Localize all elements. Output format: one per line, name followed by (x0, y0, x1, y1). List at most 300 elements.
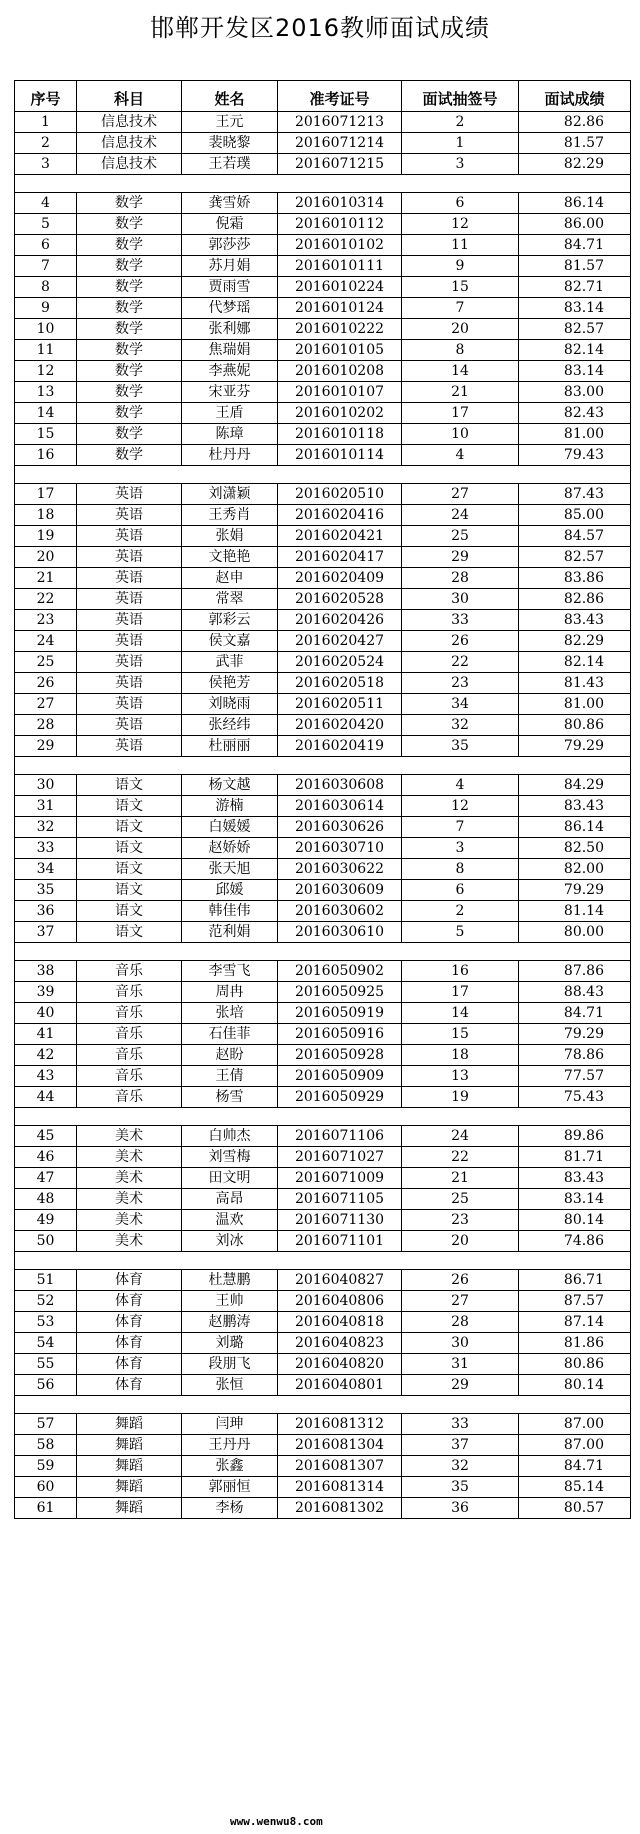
cell-draw-number: 22 (402, 1147, 519, 1168)
cell-serial: 34 (15, 859, 77, 880)
table-row (15, 403, 631, 424)
cell-serial: 9 (15, 298, 77, 319)
cell-name: 段朋飞 (182, 1354, 278, 1375)
cell-subject: 英语 (77, 715, 182, 736)
cell-serial: 60 (15, 1477, 77, 1498)
cell-subject: 英语 (77, 484, 182, 505)
cell-draw-number: 25 (402, 526, 519, 547)
cell-exam-id: 2016010124 (278, 298, 402, 319)
table-row (15, 775, 631, 796)
cell-name: 裴晓黎 (182, 133, 278, 154)
cell-subject: 英语 (77, 631, 182, 652)
cell-name: 杜慧鹏 (182, 1270, 278, 1291)
cell-score: 82.86 (519, 589, 631, 610)
table-row (15, 568, 631, 589)
cell-score: 77.57 (519, 1066, 631, 1087)
cell-score: 82.00 (519, 859, 631, 880)
cell-exam-id: 2016020420 (278, 715, 402, 736)
cell-exam-id: 2016030608 (278, 775, 402, 796)
cell-exam-id: 2016020417 (278, 547, 402, 568)
cell-subject: 美术 (77, 1210, 182, 1231)
cell-exam-id: 2016010208 (278, 361, 402, 382)
cell-name: 张经纬 (182, 715, 278, 736)
cell-subject: 音乐 (77, 1024, 182, 1045)
cell-score: 80.86 (519, 715, 631, 736)
cell-subject: 英语 (77, 547, 182, 568)
cell-exam-id: 2016040806 (278, 1291, 402, 1312)
cell-name: 王帅 (182, 1291, 278, 1312)
cell-exam-id: 2016071009 (278, 1168, 402, 1189)
cell-subject: 英语 (77, 505, 182, 526)
cell-name: 赵盼 (182, 1045, 278, 1066)
cell-name: 石佳菲 (182, 1024, 278, 1045)
cell-subject: 英语 (77, 610, 182, 631)
cell-subject: 舞蹈 (77, 1456, 182, 1477)
cell-serial: 7 (15, 256, 77, 277)
cell-exam-id: 2016050925 (278, 982, 402, 1003)
cell-name: 白媛媛 (182, 817, 278, 838)
cell-name: 常翠 (182, 589, 278, 610)
table-row (15, 715, 631, 736)
cell-serial: 36 (15, 901, 77, 922)
cell-serial: 52 (15, 1291, 77, 1312)
cell-serial: 42 (15, 1045, 77, 1066)
cell-subject: 数学 (77, 340, 182, 361)
cell-subject: 舞蹈 (77, 1435, 182, 1456)
cell-draw-number: 6 (402, 880, 519, 901)
cell-subject: 英语 (77, 652, 182, 673)
cell-score: 82.43 (519, 403, 631, 424)
group-separator-cell (15, 943, 631, 961)
cell-draw-number: 30 (402, 1333, 519, 1354)
cell-score: 82.86 (519, 112, 631, 133)
table-row (15, 589, 631, 610)
cell-serial: 11 (15, 340, 77, 361)
cell-subject: 体育 (77, 1375, 182, 1396)
cell-subject: 英语 (77, 568, 182, 589)
cell-draw-number: 14 (402, 361, 519, 382)
table-row (15, 631, 631, 652)
cell-draw-number: 35 (402, 736, 519, 757)
cell-score: 88.43 (519, 982, 631, 1003)
cell-draw-number: 4 (402, 445, 519, 466)
cell-score: 81.57 (519, 133, 631, 154)
cell-exam-id: 2016030610 (278, 922, 402, 943)
cell-serial: 31 (15, 796, 77, 817)
cell-score: 81.00 (519, 694, 631, 715)
cell-serial: 21 (15, 568, 77, 589)
cell-exam-id: 2016050909 (278, 1066, 402, 1087)
cell-subject: 体育 (77, 1354, 182, 1375)
table-row (15, 838, 631, 859)
cell-subject: 语文 (77, 775, 182, 796)
cell-serial: 16 (15, 445, 77, 466)
cell-exam-id: 2016020524 (278, 652, 402, 673)
cell-exam-id: 2016020510 (278, 484, 402, 505)
cell-score: 82.14 (519, 652, 631, 673)
cell-score: 74.86 (519, 1231, 631, 1252)
table-row (15, 526, 631, 547)
table-row (15, 610, 631, 631)
cell-exam-id: 2016010114 (278, 445, 402, 466)
cell-exam-id: 2016071027 (278, 1147, 402, 1168)
cell-name: 侯文嘉 (182, 631, 278, 652)
cell-subject: 数学 (77, 319, 182, 340)
cell-serial: 22 (15, 589, 77, 610)
cell-exam-id: 2016020409 (278, 568, 402, 589)
cell-score: 87.86 (519, 961, 631, 982)
header-name: 姓名 (182, 81, 278, 112)
cell-exam-id: 2016020511 (278, 694, 402, 715)
cell-draw-number: 24 (402, 1126, 519, 1147)
group-separator-row (15, 757, 631, 775)
cell-score: 81.86 (519, 1333, 631, 1354)
cell-exam-id: 2016050916 (278, 1024, 402, 1045)
cell-exam-id: 2016020416 (278, 505, 402, 526)
table-row (15, 880, 631, 901)
cell-draw-number: 37 (402, 1435, 519, 1456)
cell-serial: 58 (15, 1435, 77, 1456)
cell-score: 80.57 (519, 1498, 631, 1519)
table-row (15, 382, 631, 403)
cell-subject: 英语 (77, 526, 182, 547)
group-separator-row (15, 1396, 631, 1414)
table-row (15, 361, 631, 382)
cell-subject: 音乐 (77, 1045, 182, 1066)
group-separator-row (15, 466, 631, 484)
group-separator-row (15, 1108, 631, 1126)
cell-score: 80.86 (519, 1354, 631, 1375)
cell-draw-number: 26 (402, 1270, 519, 1291)
table-row (15, 796, 631, 817)
cell-draw-number: 21 (402, 382, 519, 403)
cell-serial: 13 (15, 382, 77, 403)
cell-serial: 26 (15, 673, 77, 694)
cell-serial: 30 (15, 775, 77, 796)
cell-name: 刘璐 (182, 1333, 278, 1354)
cell-exam-id: 2016081314 (278, 1477, 402, 1498)
cell-score: 81.14 (519, 901, 631, 922)
header-row (15, 81, 631, 112)
table-row (15, 133, 631, 154)
cell-subject: 数学 (77, 361, 182, 382)
cell-name: 王元 (182, 112, 278, 133)
cell-name: 王盾 (182, 403, 278, 424)
cell-name: 刘潇颖 (182, 484, 278, 505)
table-row (15, 1189, 631, 1210)
table-row (15, 1210, 631, 1231)
cell-serial: 14 (15, 403, 77, 424)
header-draw-number: 面试抽签号 (402, 81, 519, 112)
cell-serial: 10 (15, 319, 77, 340)
cell-exam-id: 2016040823 (278, 1333, 402, 1354)
cell-subject: 英语 (77, 673, 182, 694)
cell-draw-number: 28 (402, 1312, 519, 1333)
cell-exam-id: 2016030614 (278, 796, 402, 817)
cell-serial: 19 (15, 526, 77, 547)
cell-subject: 美术 (77, 1147, 182, 1168)
table-row (15, 1333, 631, 1354)
table-row (15, 505, 631, 526)
cell-serial: 46 (15, 1147, 77, 1168)
cell-exam-id: 2016030602 (278, 901, 402, 922)
cell-score: 87.57 (519, 1291, 631, 1312)
cell-score: 79.29 (519, 880, 631, 901)
cell-exam-id: 2016040827 (278, 1270, 402, 1291)
group-separator-row (15, 943, 631, 961)
cell-serial: 47 (15, 1168, 77, 1189)
cell-subject: 数学 (77, 445, 182, 466)
cell-name: 代梦瑶 (182, 298, 278, 319)
cell-draw-number: 1 (402, 133, 519, 154)
table-row (15, 1126, 631, 1147)
cell-name: 郭彩云 (182, 610, 278, 631)
cell-draw-number: 18 (402, 1045, 519, 1066)
cell-subject: 英语 (77, 736, 182, 757)
cell-draw-number: 8 (402, 859, 519, 880)
cell-subject: 语文 (77, 817, 182, 838)
cell-serial: 24 (15, 631, 77, 652)
cell-score: 84.71 (519, 235, 631, 256)
cell-score: 87.43 (519, 484, 631, 505)
cell-draw-number: 11 (402, 235, 519, 256)
cell-serial: 37 (15, 922, 77, 943)
cell-score: 82.29 (519, 154, 631, 175)
table-row (15, 298, 631, 319)
table-row (15, 484, 631, 505)
cell-score: 83.86 (519, 568, 631, 589)
cell-name: 温欢 (182, 1210, 278, 1231)
cell-name: 王若璞 (182, 154, 278, 175)
cell-subject: 数学 (77, 193, 182, 214)
cell-name: 张鑫 (182, 1456, 278, 1477)
cell-serial: 12 (15, 361, 77, 382)
cell-score: 83.00 (519, 382, 631, 403)
cell-subject: 语文 (77, 796, 182, 817)
cell-draw-number: 21 (402, 1168, 519, 1189)
table-row (15, 256, 631, 277)
table-row (15, 193, 631, 214)
cell-name: 张培 (182, 1003, 278, 1024)
cell-subject: 音乐 (77, 1003, 182, 1024)
cell-subject: 数学 (77, 424, 182, 445)
cell-score: 81.57 (519, 256, 631, 277)
cell-name: 白帅杰 (182, 1126, 278, 1147)
cell-serial: 23 (15, 610, 77, 631)
cell-serial: 15 (15, 424, 77, 445)
cell-name: 李雪飞 (182, 961, 278, 982)
cell-score: 83.14 (519, 1189, 631, 1210)
cell-name: 杨文越 (182, 775, 278, 796)
table-row (15, 424, 631, 445)
table-row (15, 673, 631, 694)
table-row (15, 736, 631, 757)
table-row (15, 961, 631, 982)
cell-subject: 体育 (77, 1333, 182, 1354)
cell-exam-id: 2016030710 (278, 838, 402, 859)
table-row (15, 982, 631, 1003)
cell-subject: 语文 (77, 880, 182, 901)
table-row (15, 1087, 631, 1108)
cell-score: 75.43 (519, 1087, 631, 1108)
cell-serial: 5 (15, 214, 77, 235)
cell-score: 82.29 (519, 631, 631, 652)
cell-draw-number: 30 (402, 589, 519, 610)
cell-score: 87.00 (519, 1435, 631, 1456)
cell-name: 宋亚芬 (182, 382, 278, 403)
table-row (15, 652, 631, 673)
cell-exam-id: 2016010314 (278, 193, 402, 214)
table-row (15, 1291, 631, 1312)
cell-exam-id: 2016050902 (278, 961, 402, 982)
cell-subject: 舞蹈 (77, 1498, 182, 1519)
cell-name: 李燕妮 (182, 361, 278, 382)
cell-exam-id: 2016071106 (278, 1126, 402, 1147)
cell-subject: 美术 (77, 1126, 182, 1147)
cell-exam-id: 2016020528 (278, 589, 402, 610)
cell-exam-id: 2016081304 (278, 1435, 402, 1456)
cell-score: 84.57 (519, 526, 631, 547)
cell-name: 龚雪娇 (182, 193, 278, 214)
cell-serial: 28 (15, 715, 77, 736)
cell-draw-number: 10 (402, 424, 519, 445)
cell-exam-id: 2016040820 (278, 1354, 402, 1375)
cell-serial: 51 (15, 1270, 77, 1291)
cell-draw-number: 16 (402, 961, 519, 982)
table-row (15, 154, 631, 175)
header-serial: 序号 (15, 81, 77, 112)
cell-subject: 语文 (77, 838, 182, 859)
watermark: www.wenwu8.com (230, 1815, 323, 1828)
cell-draw-number: 19 (402, 1087, 519, 1108)
cell-score: 82.71 (519, 277, 631, 298)
cell-score: 86.14 (519, 817, 631, 838)
cell-score: 86.71 (519, 1270, 631, 1291)
cell-subject: 数学 (77, 403, 182, 424)
table-row (15, 235, 631, 256)
cell-draw-number: 23 (402, 673, 519, 694)
cell-draw-number: 22 (402, 652, 519, 673)
cell-name: 焦瑞娟 (182, 340, 278, 361)
cell-serial: 33 (15, 838, 77, 859)
cell-score: 82.50 (519, 838, 631, 859)
cell-exam-id: 2016010202 (278, 403, 402, 424)
cell-subject: 语文 (77, 922, 182, 943)
cell-subject: 美术 (77, 1189, 182, 1210)
cell-serial: 41 (15, 1024, 77, 1045)
cell-subject: 信息技术 (77, 112, 182, 133)
cell-draw-number: 20 (402, 319, 519, 340)
cell-draw-number: 28 (402, 568, 519, 589)
cell-serial: 61 (15, 1498, 77, 1519)
cell-score: 79.29 (519, 1024, 631, 1045)
cell-serial: 3 (15, 154, 77, 175)
cell-subject: 体育 (77, 1291, 182, 1312)
cell-score: 81.71 (519, 1147, 631, 1168)
cell-exam-id: 2016050919 (278, 1003, 402, 1024)
table-row (15, 1375, 631, 1396)
cell-serial: 25 (15, 652, 77, 673)
cell-draw-number: 2 (402, 901, 519, 922)
cell-exam-id: 2016040801 (278, 1375, 402, 1396)
cell-draw-number: 17 (402, 403, 519, 424)
cell-draw-number: 31 (402, 1354, 519, 1375)
cell-subject: 音乐 (77, 961, 182, 982)
cell-serial: 2 (15, 133, 77, 154)
cell-draw-number: 27 (402, 484, 519, 505)
cell-name: 杜丹丹 (182, 445, 278, 466)
cell-score: 87.00 (519, 1414, 631, 1435)
cell-exam-id: 2016040818 (278, 1312, 402, 1333)
cell-name: 王倩 (182, 1066, 278, 1087)
cell-serial: 6 (15, 235, 77, 256)
group-separator-cell (15, 466, 631, 484)
table-row (15, 859, 631, 880)
table-row (15, 112, 631, 133)
cell-name: 郭丽恒 (182, 1477, 278, 1498)
cell-serial: 39 (15, 982, 77, 1003)
cell-score: 79.43 (519, 445, 631, 466)
cell-draw-number: 27 (402, 1291, 519, 1312)
table-row (15, 817, 631, 838)
table-row (15, 694, 631, 715)
group-separator-cell (15, 1108, 631, 1126)
header-subject: 科目 (77, 81, 182, 112)
table-row (15, 1414, 631, 1435)
cell-name: 倪霜 (182, 214, 278, 235)
cell-serial: 50 (15, 1231, 77, 1252)
group-separator-row (15, 1252, 631, 1270)
cell-subject: 信息技术 (77, 154, 182, 175)
cell-score: 85.14 (519, 1477, 631, 1498)
cell-serial: 45 (15, 1126, 77, 1147)
scores-table (14, 80, 631, 1519)
table-row (15, 1045, 631, 1066)
cell-serial: 59 (15, 1456, 77, 1477)
cell-exam-id: 2016030609 (278, 880, 402, 901)
cell-name: 王秀肖 (182, 505, 278, 526)
cell-score: 80.00 (519, 922, 631, 943)
cell-name: 张恒 (182, 1375, 278, 1396)
table-row (15, 1270, 631, 1291)
table-row (15, 1435, 631, 1456)
cell-subject: 音乐 (77, 1066, 182, 1087)
cell-exam-id: 2016010105 (278, 340, 402, 361)
cell-name: 韩佳伟 (182, 901, 278, 922)
cell-score: 82.14 (519, 340, 631, 361)
cell-subject: 美术 (77, 1231, 182, 1252)
cell-exam-id: 2016010112 (278, 214, 402, 235)
cell-draw-number: 32 (402, 1456, 519, 1477)
cell-subject: 舞蹈 (77, 1414, 182, 1435)
cell-serial: 49 (15, 1210, 77, 1231)
cell-score: 83.43 (519, 610, 631, 631)
cell-exam-id: 2016020426 (278, 610, 402, 631)
table-row (15, 1477, 631, 1498)
cell-subject: 舞蹈 (77, 1477, 182, 1498)
table-row (15, 1312, 631, 1333)
table-row (15, 445, 631, 466)
cell-draw-number: 25 (402, 1189, 519, 1210)
cell-name: 田文明 (182, 1168, 278, 1189)
cell-subject: 语文 (77, 901, 182, 922)
cell-serial: 57 (15, 1414, 77, 1435)
cell-name: 文艳艳 (182, 547, 278, 568)
cell-draw-number: 7 (402, 817, 519, 838)
cell-subject: 信息技术 (77, 133, 182, 154)
cell-exam-id: 2016020421 (278, 526, 402, 547)
table-row (15, 1066, 631, 1087)
